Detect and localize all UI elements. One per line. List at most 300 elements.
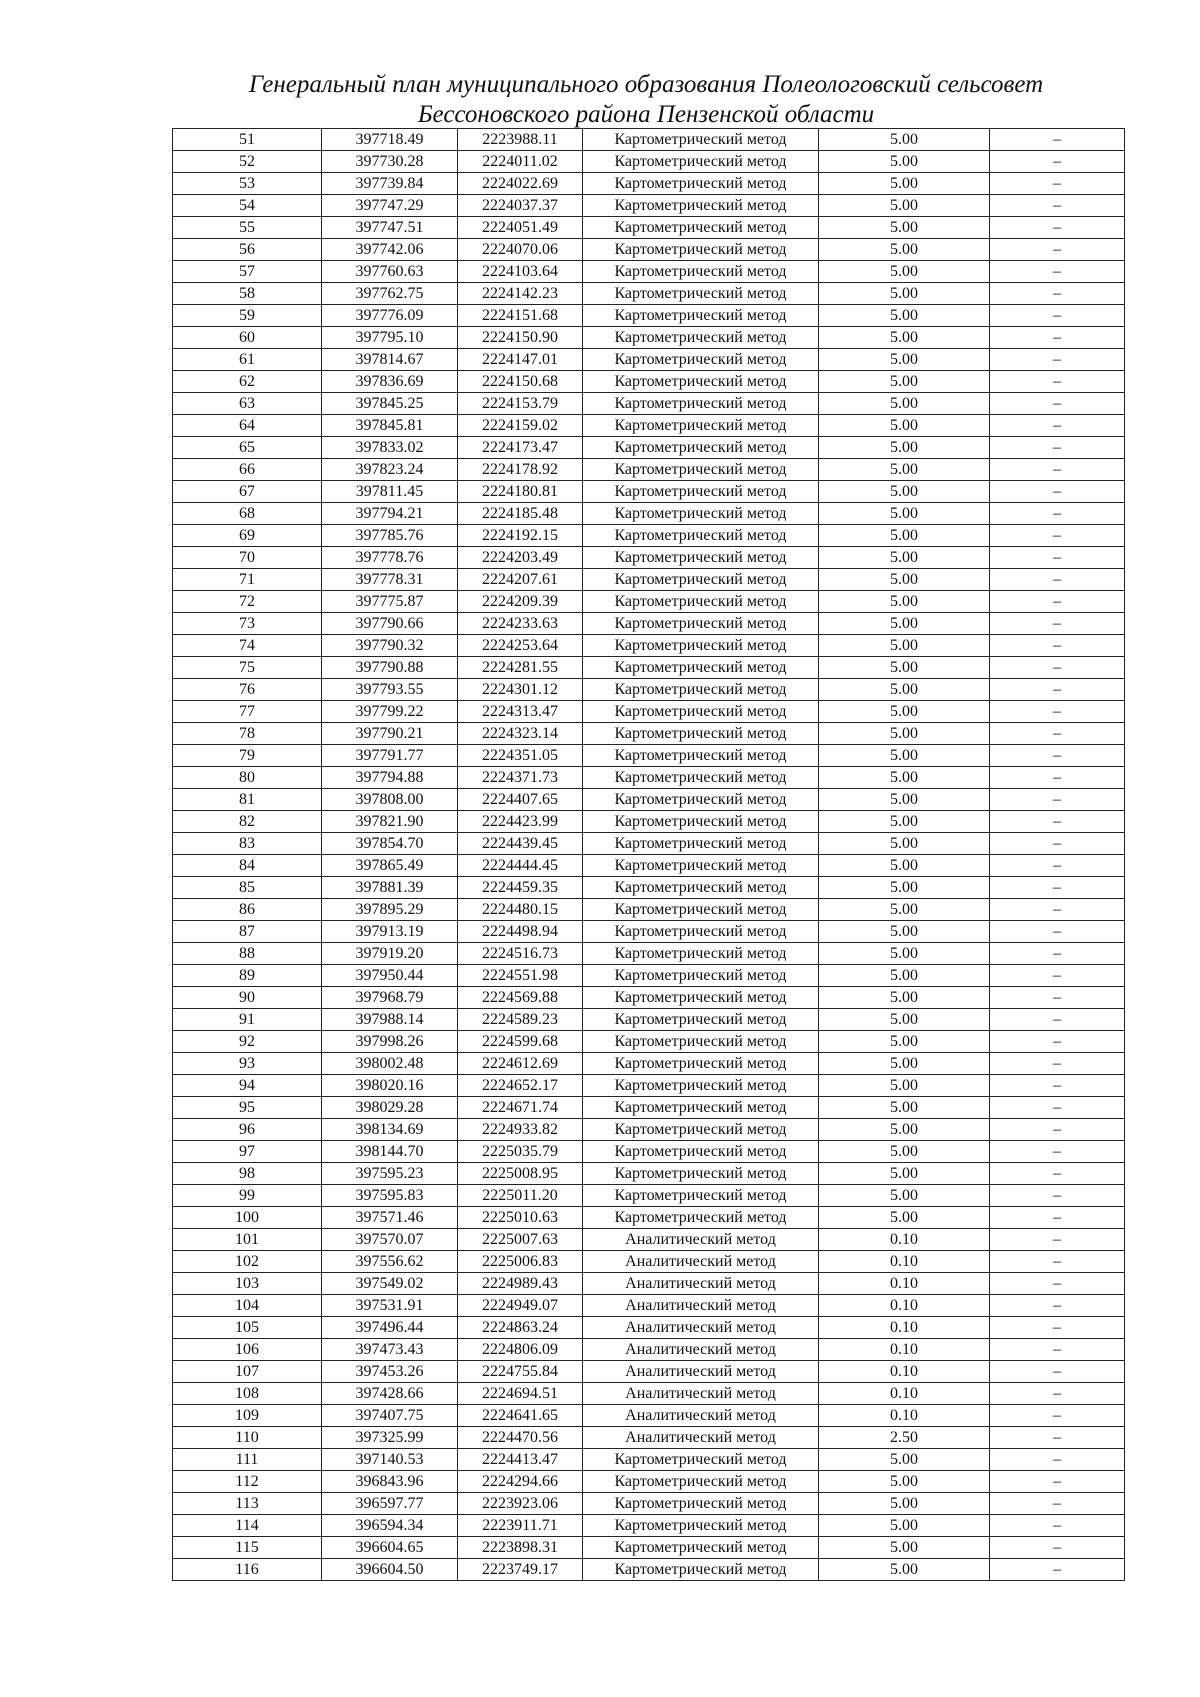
table-row: [173, 745, 1125, 767]
x-coordinate-cell: 397845.81: [322, 415, 458, 437]
point-number-cell: 98: [173, 1163, 322, 1185]
note-cell: –: [990, 811, 1125, 833]
method-cell: Аналитический метод: [583, 1273, 819, 1295]
y-coordinate-cell: 2223898.31: [458, 1537, 583, 1559]
table-row: [173, 217, 1125, 239]
error-cell: 5.00: [819, 921, 990, 943]
method-cell: Картометрический метод: [583, 547, 819, 569]
method-cell: Картометрический метод: [583, 899, 819, 921]
method-cell: Картометрический метод: [583, 239, 819, 261]
y-coordinate-cell: 2224599.68: [458, 1031, 583, 1053]
y-coordinate-cell: 2224037.37: [458, 195, 583, 217]
note-cell: –: [990, 877, 1125, 899]
method-cell: Картометрический метод: [583, 943, 819, 965]
y-coordinate-cell: 2224207.61: [458, 569, 583, 591]
error-cell: 5.00: [819, 437, 990, 459]
point-number-cell: 93: [173, 1053, 322, 1075]
y-coordinate-cell: 2225008.95: [458, 1163, 583, 1185]
note-cell: –: [990, 569, 1125, 591]
y-coordinate-cell: 2224551.98: [458, 965, 583, 987]
y-coordinate-cell: 2224022.69: [458, 173, 583, 195]
error-cell: 5.00: [819, 1207, 990, 1229]
x-coordinate-cell: 397496.44: [322, 1317, 458, 1339]
table-row: [173, 1383, 1125, 1405]
x-coordinate-cell: 398002.48: [322, 1053, 458, 1075]
method-cell: Картометрический метод: [583, 305, 819, 327]
point-number-cell: 63: [173, 393, 322, 415]
point-number-cell: 102: [173, 1251, 322, 1273]
error-cell: 5.00: [819, 877, 990, 899]
y-coordinate-cell: 2225010.63: [458, 1207, 583, 1229]
point-number-cell: 51: [173, 129, 322, 151]
table-row: [173, 1053, 1125, 1075]
y-coordinate-cell: 2224480.15: [458, 899, 583, 921]
note-cell: –: [990, 921, 1125, 943]
point-number-cell: 82: [173, 811, 322, 833]
x-coordinate-cell: 397854.70: [322, 833, 458, 855]
x-coordinate-cell: 397790.88: [322, 657, 458, 679]
note-cell: –: [990, 1031, 1125, 1053]
point-number-cell: 100: [173, 1207, 322, 1229]
error-cell: 5.00: [819, 745, 990, 767]
table-row: [173, 1163, 1125, 1185]
method-cell: Картометрический метод: [583, 1097, 819, 1119]
x-coordinate-cell: 397814.67: [322, 349, 458, 371]
point-number-cell: 101: [173, 1229, 322, 1251]
x-coordinate-cell: 398020.16: [322, 1075, 458, 1097]
table-row: [173, 1339, 1125, 1361]
x-coordinate-cell: 397407.75: [322, 1405, 458, 1427]
note-cell: –: [990, 1097, 1125, 1119]
method-cell: Картометрический метод: [583, 965, 819, 987]
y-coordinate-cell: 2224498.94: [458, 921, 583, 943]
table-row: [173, 547, 1125, 569]
y-coordinate-cell: 2224313.47: [458, 701, 583, 723]
point-number-cell: 96: [173, 1119, 322, 1141]
y-coordinate-cell: 2224233.63: [458, 613, 583, 635]
table-row: [173, 1075, 1125, 1097]
x-coordinate-cell: 397718.49: [322, 129, 458, 151]
error-cell: 5.00: [819, 613, 990, 635]
table-row: [173, 415, 1125, 437]
coordinates-table: [172, 128, 1125, 1581]
point-number-cell: 76: [173, 679, 322, 701]
table-row: [173, 371, 1125, 393]
table-row: [173, 1405, 1125, 1427]
point-number-cell: 60: [173, 327, 322, 349]
method-cell: Картометрический метод: [583, 1163, 819, 1185]
point-number-cell: 77: [173, 701, 322, 723]
error-cell: 5.00: [819, 1141, 990, 1163]
x-coordinate-cell: 397595.83: [322, 1185, 458, 1207]
y-coordinate-cell: 2224185.48: [458, 503, 583, 525]
note-cell: –: [990, 1427, 1125, 1449]
table-row: [173, 657, 1125, 679]
note-cell: –: [990, 1229, 1125, 1251]
method-cell: Аналитический метод: [583, 1383, 819, 1405]
table-row: [173, 1471, 1125, 1493]
table-row: [173, 1559, 1125, 1581]
note-cell: –: [990, 393, 1125, 415]
y-coordinate-cell: 2224147.01: [458, 349, 583, 371]
point-number-cell: 55: [173, 217, 322, 239]
y-coordinate-cell: 2224159.02: [458, 415, 583, 437]
method-cell: Картометрический метод: [583, 151, 819, 173]
note-cell: –: [990, 701, 1125, 723]
table-row: [173, 1449, 1125, 1471]
y-coordinate-cell: 2223923.06: [458, 1493, 583, 1515]
point-number-cell: 91: [173, 1009, 322, 1031]
y-coordinate-cell: 2224439.45: [458, 833, 583, 855]
table-row: [173, 921, 1125, 943]
point-number-cell: 75: [173, 657, 322, 679]
y-coordinate-cell: 2224011.02: [458, 151, 583, 173]
x-coordinate-cell: 397790.66: [322, 613, 458, 635]
error-cell: 5.00: [819, 943, 990, 965]
x-coordinate-cell: 397919.20: [322, 943, 458, 965]
table-row: [173, 393, 1125, 415]
method-cell: Картометрический метод: [583, 569, 819, 591]
x-coordinate-cell: 396604.65: [322, 1537, 458, 1559]
error-cell: 5.00: [819, 1537, 990, 1559]
note-cell: –: [990, 987, 1125, 1009]
x-coordinate-cell: 397742.06: [322, 239, 458, 261]
error-cell: 0.10: [819, 1295, 990, 1317]
y-coordinate-cell: 2224694.51: [458, 1383, 583, 1405]
x-coordinate-cell: 397571.46: [322, 1207, 458, 1229]
method-cell: Аналитический метод: [583, 1229, 819, 1251]
point-number-cell: 97: [173, 1141, 322, 1163]
table-row: [173, 1295, 1125, 1317]
method-cell: Картометрический метод: [583, 1449, 819, 1471]
error-cell: 5.00: [819, 283, 990, 305]
method-cell: Картометрический метод: [583, 129, 819, 151]
table-row: [173, 767, 1125, 789]
x-coordinate-cell: 397473.43: [322, 1339, 458, 1361]
table-row: [173, 943, 1125, 965]
method-cell: Картометрический метод: [583, 195, 819, 217]
error-cell: 5.00: [819, 701, 990, 723]
x-coordinate-cell: 397778.76: [322, 547, 458, 569]
y-coordinate-cell: 2224806.09: [458, 1339, 583, 1361]
method-cell: Картометрический метод: [583, 723, 819, 745]
error-cell: 5.00: [819, 899, 990, 921]
y-coordinate-cell: 2224652.17: [458, 1075, 583, 1097]
y-coordinate-cell: 2224351.05: [458, 745, 583, 767]
method-cell: Картометрический метод: [583, 767, 819, 789]
note-cell: –: [990, 173, 1125, 195]
point-number-cell: 106: [173, 1339, 322, 1361]
x-coordinate-cell: 397881.39: [322, 877, 458, 899]
method-cell: Картометрический метод: [583, 657, 819, 679]
y-coordinate-cell: 2224192.15: [458, 525, 583, 547]
error-cell: 0.10: [819, 1317, 990, 1339]
method-cell: Картометрический метод: [583, 393, 819, 415]
y-coordinate-cell: 2225006.83: [458, 1251, 583, 1273]
note-cell: –: [990, 261, 1125, 283]
point-number-cell: 58: [173, 283, 322, 305]
error-cell: 5.00: [819, 591, 990, 613]
method-cell: Картометрический метод: [583, 987, 819, 1009]
note-cell: –: [990, 723, 1125, 745]
point-number-cell: 59: [173, 305, 322, 327]
error-cell: 5.00: [819, 789, 990, 811]
table-row: [173, 679, 1125, 701]
error-cell: 5.00: [819, 1009, 990, 1031]
point-number-cell: 69: [173, 525, 322, 547]
method-cell: Картометрический метод: [583, 349, 819, 371]
x-coordinate-cell: 397140.53: [322, 1449, 458, 1471]
method-cell: Картометрический метод: [583, 1559, 819, 1581]
point-number-cell: 105: [173, 1317, 322, 1339]
x-coordinate-cell: 397785.76: [322, 525, 458, 547]
error-cell: 5.00: [819, 1449, 990, 1471]
y-coordinate-cell: 2224459.35: [458, 877, 583, 899]
table-row: [173, 261, 1125, 283]
method-cell: Картометрический метод: [583, 1493, 819, 1515]
error-cell: 5.00: [819, 1053, 990, 1075]
note-cell: –: [990, 1273, 1125, 1295]
error-cell: 5.00: [819, 261, 990, 283]
x-coordinate-cell: 397790.32: [322, 635, 458, 657]
point-number-cell: 84: [173, 855, 322, 877]
y-coordinate-cell: 2224423.99: [458, 811, 583, 833]
method-cell: Картометрический метод: [583, 1471, 819, 1493]
error-cell: 5.00: [819, 459, 990, 481]
y-coordinate-cell: 2224180.81: [458, 481, 583, 503]
note-cell: –: [990, 833, 1125, 855]
note-cell: –: [990, 327, 1125, 349]
error-cell: 5.00: [819, 811, 990, 833]
note-cell: –: [990, 965, 1125, 987]
x-coordinate-cell: 397988.14: [322, 1009, 458, 1031]
method-cell: Картометрический метод: [583, 481, 819, 503]
x-coordinate-cell: 397778.31: [322, 569, 458, 591]
note-cell: –: [990, 349, 1125, 371]
y-coordinate-cell: 2224569.88: [458, 987, 583, 1009]
y-coordinate-cell: 2224142.23: [458, 283, 583, 305]
y-coordinate-cell: 2224294.66: [458, 1471, 583, 1493]
x-coordinate-cell: 396604.50: [322, 1559, 458, 1581]
note-cell: –: [990, 283, 1125, 305]
table-row: [173, 591, 1125, 613]
note-cell: –: [990, 217, 1125, 239]
method-cell: Картометрический метод: [583, 591, 819, 613]
x-coordinate-cell: 396597.77: [322, 1493, 458, 1515]
point-number-cell: 52: [173, 151, 322, 173]
y-coordinate-cell: 2224178.92: [458, 459, 583, 481]
note-cell: –: [990, 899, 1125, 921]
method-cell: Картометрический метод: [583, 679, 819, 701]
table-row: [173, 1119, 1125, 1141]
point-number-cell: 85: [173, 877, 322, 899]
point-number-cell: 94: [173, 1075, 322, 1097]
x-coordinate-cell: 397836.69: [322, 371, 458, 393]
y-coordinate-cell: 2224253.64: [458, 635, 583, 657]
x-coordinate-cell: 397776.09: [322, 305, 458, 327]
table-row: [173, 1185, 1125, 1207]
error-cell: 5.00: [819, 1493, 990, 1515]
note-cell: –: [990, 525, 1125, 547]
note-cell: –: [990, 635, 1125, 657]
table-row: [173, 1317, 1125, 1339]
x-coordinate-cell: 397790.21: [322, 723, 458, 745]
x-coordinate-cell: 397747.51: [322, 217, 458, 239]
error-cell: 5.00: [819, 1075, 990, 1097]
point-number-cell: 78: [173, 723, 322, 745]
point-number-cell: 95: [173, 1097, 322, 1119]
y-coordinate-cell: 2223749.17: [458, 1559, 583, 1581]
y-coordinate-cell: 2224671.74: [458, 1097, 583, 1119]
note-cell: –: [990, 1119, 1125, 1141]
table-row: [173, 1493, 1125, 1515]
error-cell: 5.00: [819, 415, 990, 437]
note-cell: –: [990, 943, 1125, 965]
x-coordinate-cell: 397595.23: [322, 1163, 458, 1185]
point-number-cell: 80: [173, 767, 322, 789]
table-row: [173, 613, 1125, 635]
x-coordinate-cell: 397428.66: [322, 1383, 458, 1405]
y-coordinate-cell: 2224516.73: [458, 943, 583, 965]
point-number-cell: 107: [173, 1361, 322, 1383]
y-coordinate-cell: 2224281.55: [458, 657, 583, 679]
point-number-cell: 99: [173, 1185, 322, 1207]
x-coordinate-cell: 397730.28: [322, 151, 458, 173]
point-number-cell: 56: [173, 239, 322, 261]
x-coordinate-cell: 398029.28: [322, 1097, 458, 1119]
error-cell: 5.00: [819, 569, 990, 591]
table-row: [173, 1515, 1125, 1537]
table-row: [173, 635, 1125, 657]
point-number-cell: 109: [173, 1405, 322, 1427]
note-cell: –: [990, 503, 1125, 525]
point-number-cell: 113: [173, 1493, 322, 1515]
method-cell: Картометрический метод: [583, 877, 819, 899]
table-row: [173, 569, 1125, 591]
table-row: [173, 965, 1125, 987]
error-cell: 5.00: [819, 1559, 990, 1581]
error-cell: 5.00: [819, 1031, 990, 1053]
method-cell: Аналитический метод: [583, 1405, 819, 1427]
x-coordinate-cell: 397791.77: [322, 745, 458, 767]
table-row: [173, 833, 1125, 855]
error-cell: 5.00: [819, 195, 990, 217]
x-coordinate-cell: 397821.90: [322, 811, 458, 833]
error-cell: 0.10: [819, 1383, 990, 1405]
point-number-cell: 72: [173, 591, 322, 613]
y-coordinate-cell: 2224209.39: [458, 591, 583, 613]
table-row: [173, 195, 1125, 217]
note-cell: –: [990, 1317, 1125, 1339]
note-cell: –: [990, 1163, 1125, 1185]
x-coordinate-cell: 397570.07: [322, 1229, 458, 1251]
x-coordinate-cell: 397811.45: [322, 481, 458, 503]
table-row: [173, 525, 1125, 547]
note-cell: –: [990, 129, 1125, 151]
x-coordinate-cell: 397795.10: [322, 327, 458, 349]
note-cell: –: [990, 1515, 1125, 1537]
error-cell: 5.00: [819, 217, 990, 239]
table-row: [173, 503, 1125, 525]
point-number-cell: 70: [173, 547, 322, 569]
table-row: [173, 305, 1125, 327]
point-number-cell: 92: [173, 1031, 322, 1053]
x-coordinate-cell: 397549.02: [322, 1273, 458, 1295]
note-cell: –: [990, 437, 1125, 459]
x-coordinate-cell: 397968.79: [322, 987, 458, 1009]
x-coordinate-cell: 397794.88: [322, 767, 458, 789]
point-number-cell: 62: [173, 371, 322, 393]
y-coordinate-cell: 2223988.11: [458, 129, 583, 151]
note-cell: –: [990, 1075, 1125, 1097]
error-cell: 5.00: [819, 1119, 990, 1141]
error-cell: 5.00: [819, 767, 990, 789]
point-number-cell: 54: [173, 195, 322, 217]
note-cell: –: [990, 459, 1125, 481]
note-cell: –: [990, 1383, 1125, 1405]
point-number-cell: 64: [173, 415, 322, 437]
error-cell: 5.00: [819, 855, 990, 877]
header-line-2: Бессоновского района Пензенской области: [417, 101, 875, 128]
note-cell: –: [990, 481, 1125, 503]
table-row: [173, 1229, 1125, 1251]
x-coordinate-cell: 397799.22: [322, 701, 458, 723]
method-cell: Картометрический метод: [583, 415, 819, 437]
note-cell: –: [990, 1493, 1125, 1515]
error-cell: 5.00: [819, 657, 990, 679]
point-number-cell: 67: [173, 481, 322, 503]
error-cell: 5.00: [819, 525, 990, 547]
point-number-cell: 74: [173, 635, 322, 657]
table-row: [173, 1009, 1125, 1031]
y-coordinate-cell: 2225007.63: [458, 1229, 583, 1251]
y-coordinate-cell: 2224612.69: [458, 1053, 583, 1075]
point-number-cell: 81: [173, 789, 322, 811]
note-cell: –: [990, 1449, 1125, 1471]
point-number-cell: 61: [173, 349, 322, 371]
y-coordinate-cell: 2224153.79: [458, 393, 583, 415]
error-cell: 5.00: [819, 723, 990, 745]
y-coordinate-cell: 2224103.64: [458, 261, 583, 283]
point-number-cell: 108: [173, 1383, 322, 1405]
error-cell: 5.00: [819, 371, 990, 393]
note-cell: –: [990, 1471, 1125, 1493]
error-cell: 0.10: [819, 1405, 990, 1427]
y-coordinate-cell: 2224755.84: [458, 1361, 583, 1383]
point-number-cell: 89: [173, 965, 322, 987]
point-number-cell: 53: [173, 173, 322, 195]
y-coordinate-cell: 2225035.79: [458, 1141, 583, 1163]
method-cell: Картометрический метод: [583, 1537, 819, 1559]
table-row: [173, 855, 1125, 877]
point-number-cell: 68: [173, 503, 322, 525]
note-cell: –: [990, 371, 1125, 393]
x-coordinate-cell: 397950.44: [322, 965, 458, 987]
y-coordinate-cell: 2224371.73: [458, 767, 583, 789]
error-cell: 0.10: [819, 1361, 990, 1383]
y-coordinate-cell: 2225011.20: [458, 1185, 583, 1207]
y-coordinate-cell: 2224151.68: [458, 305, 583, 327]
x-coordinate-cell: 397325.99: [322, 1427, 458, 1449]
note-cell: –: [990, 613, 1125, 635]
error-cell: 5.00: [819, 1471, 990, 1493]
method-cell: Аналитический метод: [583, 1361, 819, 1383]
x-coordinate-cell: 397865.49: [322, 855, 458, 877]
error-cell: 5.00: [819, 151, 990, 173]
y-coordinate-cell: 2224070.06: [458, 239, 583, 261]
header-line-1: Генеральный план муниципального образования Полеологовский сельсовет: [248, 71, 1044, 98]
point-number-cell: 114: [173, 1515, 322, 1537]
